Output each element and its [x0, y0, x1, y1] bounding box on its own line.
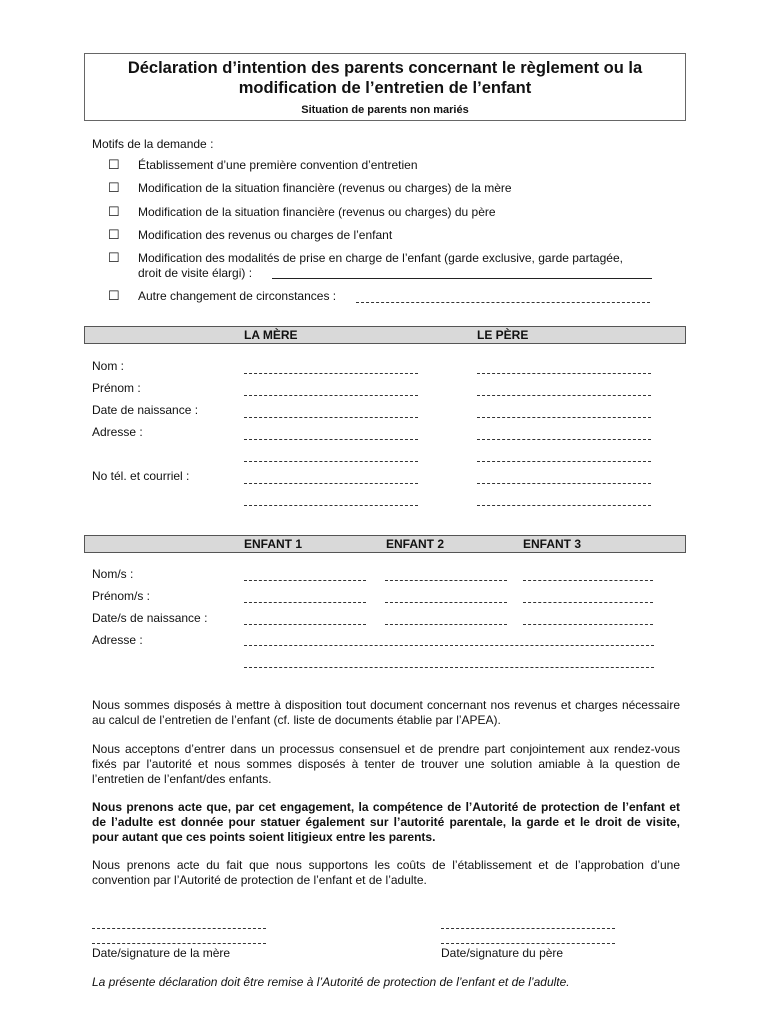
checkbox-label-cont: droit de visite élargi) : — [138, 266, 253, 280]
enfant3-nom-field[interactable] — [523, 580, 653, 581]
mere-adresse-field-2[interactable] — [244, 461, 418, 462]
mere-tel-field[interactable] — [244, 483, 418, 484]
pere-date-field[interactable] — [477, 417, 651, 418]
pere-prenom-field[interactable] — [477, 395, 651, 396]
mere-signature-line-2[interactable] — [92, 943, 266, 944]
paragraph-processus: Nous acceptons d’entrer dans un processus consensuel et de prendre part conjointement aux rendez-vous fixés par l’autorité et nous sommes disposés à tenter de trouver une solution amiable à la question de l’entretien de l’enfant/des enfants. — [92, 742, 680, 786]
signature-mere-label: Date/signature de la mère — [92, 946, 231, 960]
pere-signature-line-1[interactable] — [441, 928, 615, 929]
label-tel-courriel: No tél. et courriel : — [92, 469, 190, 483]
checkbox-autre-changement[interactable]: ☐ — [108, 288, 120, 303]
col-enfant-1: ENFANT 1 — [244, 537, 303, 551]
checkbox-premiere-convention[interactable]: ☐ — [108, 157, 120, 172]
enfant1-nom-field[interactable] — [244, 580, 366, 581]
checkbox-label: Modification de la situation financière (revenus ou charges) du père — [138, 205, 496, 219]
motifs-label: Motifs de la demande : — [92, 137, 214, 151]
paragraph-competence: Nous prenons acte que, par cet engagement, la compétence de l’Autorité de protection de l’enfant et de l’adulte est donnée pour statuer également sur l’autorité parentale, la garde et le droit de visite, pour autant que ces points soient litigieux entre les parents. — [92, 800, 680, 844]
col-pere: LE PÈRE — [477, 328, 529, 342]
mere-courriel-field[interactable] — [244, 505, 418, 506]
pere-adresse-field[interactable] — [477, 439, 651, 440]
checkbox-label: Autre changement de circonstances : — [138, 289, 337, 303]
checkbox-situation-mere[interactable]: ☐ — [108, 180, 120, 195]
checkbox-label: Modification des revenus ou charges de l’enfant — [138, 228, 393, 242]
label-prenoms-enfants: Prénom/s : — [92, 589, 151, 603]
enfants-header-bar — [84, 535, 686, 553]
mere-date-field[interactable] — [244, 417, 418, 418]
checkbox-modalites-garde[interactable]: ☐ — [108, 250, 120, 265]
label-date-naissance: Date de naissance : — [92, 403, 199, 417]
droit-visite-field[interactable] — [272, 278, 652, 279]
mere-adresse-field[interactable] — [244, 439, 418, 440]
footer-note: La présente déclaration doit être remise à l’Autorité de protection de l’enfant et de l’adulte. — [92, 975, 570, 989]
checkbox-situation-pere[interactable]: ☐ — [108, 204, 120, 219]
pere-signature-line-2[interactable] — [441, 943, 615, 944]
checkbox-label: Modification de la situation financière (revenus ou charges) de la mère — [138, 181, 512, 195]
pere-adresse-field-2[interactable] — [477, 461, 651, 462]
label-adresse-enfants: Adresse : — [92, 633, 143, 647]
label-nom: Nom : — [92, 359, 125, 373]
pere-tel-field[interactable] — [477, 483, 651, 484]
pere-courriel-field[interactable] — [477, 505, 651, 506]
enfant1-prenom-field[interactable] — [244, 602, 366, 603]
page-title: Déclaration d’intention des parents concernant le règlement ou la modification de l’entretien de l’enfant — [127, 59, 643, 97]
checkbox-label: Établissement d’une première convention d’entretien — [138, 158, 418, 172]
mere-signature-line-1[interactable] — [92, 928, 266, 929]
checkbox-revenus-enfant[interactable]: ☐ — [108, 227, 120, 242]
signature-pere-label: Date/signature du père — [441, 946, 564, 960]
label-prenom: Prénom : — [92, 381, 141, 395]
col-mere: LA MÈRE — [244, 328, 298, 342]
paragraph-couts: Nous prenons acte du fait que nous supportons les coûts de l’établissement et de l’approbation d’une convention par l’Autorité de protection de l’enfant et de l’adulte. — [92, 858, 680, 887]
enfant2-prenom-field[interactable] — [385, 602, 507, 603]
label-noms-enfants: Nom/s : — [92, 567, 134, 581]
enfants-adresse-field-2[interactable] — [244, 667, 654, 668]
enfant1-date-field[interactable] — [244, 624, 366, 625]
enfant2-date-field[interactable] — [385, 624, 507, 625]
parents-header-bar — [84, 326, 686, 344]
autre-changement-field[interactable] — [356, 302, 650, 303]
enfants-adresse-field[interactable] — [244, 645, 654, 646]
pere-nom-field[interactable] — [477, 373, 651, 374]
enfant3-date-field[interactable] — [523, 624, 653, 625]
col-enfant-3: ENFANT 3 — [523, 537, 582, 551]
paragraph-documents: Nous sommes disposés à mettre à disposition tout document concernant nos revenus et charges nécessaire au calcul de l’entretien de l’enfant (cf. liste de documents établie par l’APEA). — [92, 698, 680, 727]
enfant2-nom-field[interactable] — [385, 580, 507, 581]
page-subtitle: Situation de parents non mariés — [301, 104, 469, 116]
checkbox-label: Modification des modalités de prise en charge de l’enfant (garde exclusive, garde partagée, — [138, 251, 623, 265]
mere-prenom-field[interactable] — [244, 395, 418, 396]
mere-nom-field[interactable] — [244, 373, 418, 374]
title-box — [84, 53, 686, 121]
col-enfant-2: ENFANT 2 — [386, 537, 445, 551]
enfant3-prenom-field[interactable] — [523, 602, 653, 603]
label-dates-enfants: Date/s de naissance : — [92, 611, 208, 625]
label-adresse: Adresse : — [92, 425, 143, 439]
